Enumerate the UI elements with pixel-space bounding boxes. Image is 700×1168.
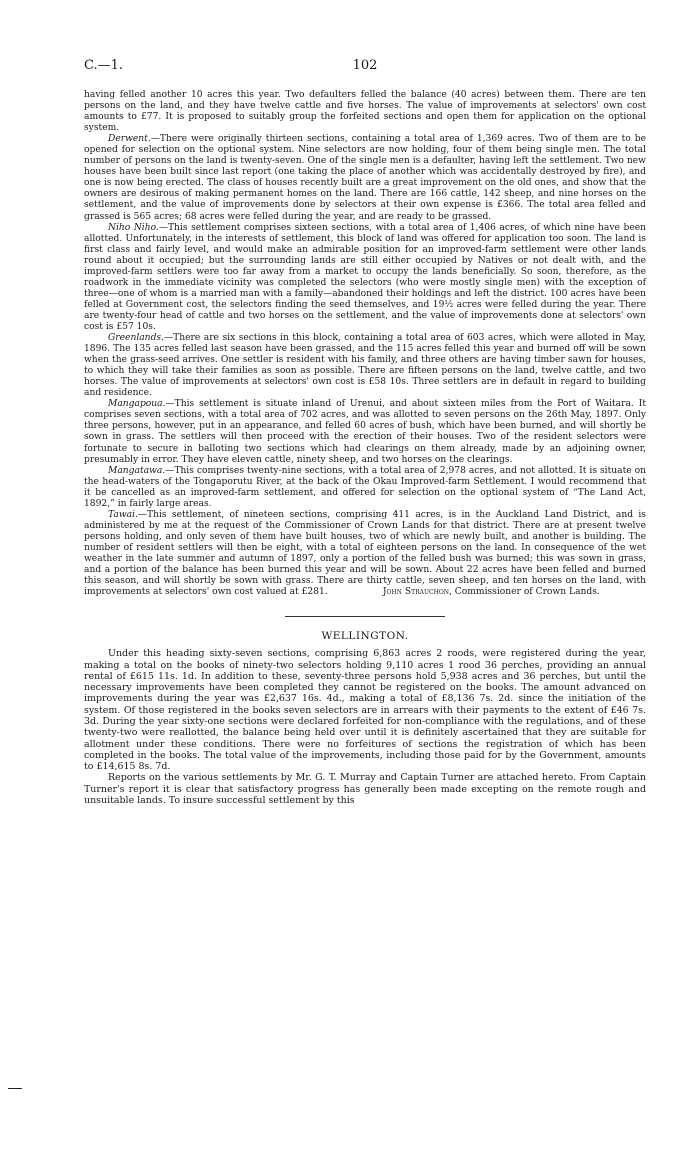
paragraph-text: —There are six sections in this block, containing a total area of 603 acres, which were alloted in May, 1896. The 135 acres felled last season have been grassed, and the 115 acres felled this year and burned off will be sown when the grass-seed arrives. One settler is resident with his family, and three others are having timber sawn for houses, to which they will take their families as soon as possible. There are fifteen persons on the land, twelve cattle, and two horses. The value of improvements at selectors' own cost is £58 10s. Three settlers are in default in regard to building and residence. [84, 333, 646, 399]
wellington-section [84, 648, 646, 806]
signature-name: John Strauchon [382, 587, 449, 598]
signature-title: , Commissioner of Crown Lands. [449, 587, 600, 598]
paragraph-text: —This settlement is situate inland of Urenui, and about sixteen miles from the Port of Waitara. It comprises seven sections, with a total area of 702 acres, and was allotted to seven persons on the 26th May, 1897. Only three persons, however, put in an appearance, and felled 60 acres of bush, which have been burned, and will shortly be sown in grass. The settlers will then proceed with the erection of their houses. Two of the resident selectors were fortunate to secure in balloting two sections which had clearings on them already, made by an adjoining owner, presumably in error. They have eleven cattle, ninety sheep, and two horses on the clearings. [84, 399, 646, 465]
paragraph: Under this heading sixty-seven sections, comprising 6,863 acres 2 roods, were registered during the year, making a total on the books of ninety-two selectors holding 9,110 acres 1 rood 36 perches, providing an annual rental of £615 11s. 1d. In addition to these, seventy-three persons hold 5,938 acres and 36 perches, but until the necessary improvements have been completed they cannot be registered on the books. The amount advanced on improvements during the year was £2,637 16s. 4d., making a total of £8,136 7s. 2d. since the initiation of the system. Of those registered in the books seven selectors are in arrears with their payments to the extent of £46 7s. 3d. During the year sixty-one sections were declared forfeited for non-compliance with the regulations, and of these twenty-two were reallotted, the balance being held over until it is definitely ascertained that they are suitable for allotment under these conditions. There were no forfeitures of sections the registration of which has been completed in the books. The total value of the improvements, including those paid for by the Government, amounts to £14,615 8s. 7d. [84, 648, 646, 773]
settlement-name: Greenlands. [108, 333, 164, 344]
page-number: 102 [352, 58, 378, 73]
paragraph-greenlands [84, 333, 646, 399]
section-divider [285, 616, 445, 617]
settlement-name: Mangapoua. [108, 399, 166, 410]
paragraph-text: having felled another 10 acres this year. Two defaulters felled the balance (40 acres) between them. There are ten persons on the land, and they have twelve cattle and five horses. The value of improvements at selectors' own cost amounts to £77. It is proposed to suitably group the forfeited sections and open them for application on the optional system. [84, 90, 646, 134]
settlement-name: Tawai. [108, 509, 138, 520]
paragraph-mangatawa [84, 466, 646, 510]
margin-mark [8, 1088, 22, 1089]
paragraph-text: —This settlement comprises sixteen sections, with a total area of 1,406 acres, of which nine have been allotted. Unfortunately, in the interests of settlement, this block of land was offered for application too soon. The land is first class and fairly level, and would make an admirable position for an improved-farm settlement were other lands round about it occupied; but the surrounding lands are still either occupied by Natives or not dealt with, and the improved-farm settlers were too far away from a market to occupy the lands beneficially. So soon, therefore, as the roadwork in the immediate vicinity was completed the selectors (who were mostly single men) with the exception of three—one of whom is a married man with a family—abandoned their holdings and left the district. 100 acres have been felled at Government cost, the selectors finding the seed themselves, and 19½ acres were felled during the year. There are twenty-four head of cattle and two horses on the settlement, and the value of improvements done at selectors' own cost is £57 10s. [84, 222, 646, 332]
page-header [84, 58, 646, 80]
report-body [84, 90, 646, 806]
paragraph-niho-niho [84, 223, 646, 333]
paragraph [84, 90, 646, 134]
settlement-name: Niho Niho. [108, 222, 159, 233]
settlement-name: Derwent. [108, 134, 151, 145]
paragraph-mangapoua [84, 399, 646, 465]
paragraph-text: —This comprises twenty-nine sections, with a total area of 2,978 acres, and not allotted. It is situate on the head-waters of the Tongaporutu River, at the back of the Okau Improved-farm Settlement. I would recommend that it be cancelled as an improved-farm settlement, and offered for selection on the optional system of “The Land Act, 1892,” in fairly large areas. [84, 465, 646, 509]
paragraph-text: —This settlement, of nineteen sections, comprising 411 acres, is in the Auckland Land District, and is administered by me at the request of the Commissioner of Crown Lands for that district. There are at present twelve persons holding, and only seven of them have built houses, two of which are newly built, and another is building. The number of resident settlers will then be eight, with a total of eighteen persons on the land. In consequence of the wet weather in the late summer and autumn of 1897, only a portion of the felled bush was burned; this was sown in grass, and a portion of the balance has been burned this year and will be sown. About 22 acres have been felled and burned this season, and will shortly be sown with grass. There are thirty cattle, seven sheep, and ten horses on the land, with improvements at selectors' own cost valued at £281. [84, 509, 646, 598]
paragraph-text: —There were originally thirteen sections, containing a total area of 1,369 acres. Two of them are to be opened for selection on the optional system. Nine selectors are now holding, four of them being single men. The total number of persons on the land is twenty-seven. One of the single men is a defaulter, having left the settlement. Two new houses have been built since last report (one taking the place of another which was accidentally destroyed by fire), and one is now being erected. The class of houses recently built are a great improvement on the old ones, and show that the owners are desirous of making permanent homes on the land. There are 166 cattle, 142 sheep, and nine horses on the settlement, and the value of improvements done by selectors at their own expense is £366. The total area felled and grassed is 565 acres; 68 acres were felled during the year, and are ready to be grassed. [84, 134, 646, 222]
document-reference: C.—1. [84, 58, 124, 73]
paragraph: Reports on the various settlements by Mr. G. T. Murray and Captain Turner are attached hereto. From Captain Turner's report it is clear that satisfactory progress has generally been made excepting on the remote rough and unsuitable lands. To insure successful settlement by this [84, 772, 646, 807]
paragraph-derwent [84, 134, 646, 222]
settlement-name: Mangatawa. [108, 465, 166, 476]
paragraph-tawai [84, 510, 646, 598]
section-title: WELLINGTON. [321, 630, 409, 643]
